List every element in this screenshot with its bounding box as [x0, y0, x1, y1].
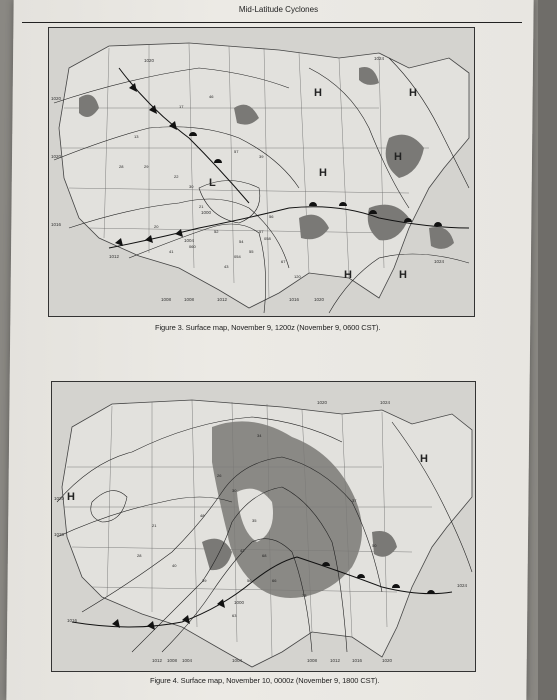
high-pressure-center: H	[394, 151, 402, 163]
isobar-label: 1008	[307, 658, 318, 663]
isobar-label: 1020	[144, 58, 155, 63]
station-value: 40	[172, 563, 177, 568]
isobar-label: 1012	[217, 297, 228, 302]
station-value: 39	[202, 578, 207, 583]
high-pressure-center: H	[420, 453, 428, 465]
station-value: 34	[257, 433, 262, 438]
station-value: 30	[232, 488, 237, 493]
header-rule	[22, 22, 522, 23]
station-value: 21	[152, 523, 157, 528]
isobar-label: 1024	[380, 400, 391, 405]
surface-map-figure-4	[51, 381, 476, 672]
isobar-label: 1008	[167, 658, 178, 663]
isobar-label: 1016	[67, 618, 78, 623]
high-pressure-center: H	[409, 87, 417, 99]
station-value: 50	[372, 543, 377, 548]
station-value: 054	[234, 254, 241, 259]
isobar-label: 1020	[317, 400, 328, 405]
low-pressure-center: L	[209, 177, 216, 189]
station-value: 39	[259, 154, 264, 159]
isobar-label: 1008	[161, 297, 172, 302]
surface-map-figure-3	[48, 27, 475, 317]
map-1-labels	[49, 28, 474, 316]
isobar-label: 1008	[184, 297, 195, 302]
map-2-labels	[52, 382, 475, 671]
isobar-label: 1016	[51, 222, 62, 227]
page-header: Mid-Latitude Cyclones	[238, 5, 319, 14]
isobar-label: 1016	[352, 658, 363, 663]
isobar-label: 1004	[232, 658, 243, 663]
high-pressure-center: H	[67, 491, 75, 503]
station-value: 20	[154, 224, 159, 229]
isobar-label: 1024	[434, 259, 445, 264]
isobar-label: 1000	[234, 600, 245, 605]
isobar-label: 1020	[54, 496, 65, 501]
station-value: 17	[179, 104, 184, 109]
isobar-label: 1016	[289, 297, 300, 302]
high-pressure-center: H	[319, 167, 327, 179]
station-value: 29	[144, 164, 149, 169]
station-value: 57	[234, 149, 239, 154]
station-value: 28	[137, 553, 142, 558]
station-value: 54	[239, 239, 244, 244]
station-value: 52	[214, 229, 219, 234]
isobar-label: 1012	[330, 658, 341, 663]
station-value: 46	[209, 94, 214, 99]
figure-3-caption: Figure 3. Surface map, November 9, 1200z (November 9, 0600 CST).	[155, 323, 381, 332]
station-value: 63	[232, 613, 237, 618]
station-value: 56	[247, 578, 252, 583]
figure-4-caption: Figure 4. Surface map, November 10, 0000z (November 9, 1800 CST).	[150, 676, 380, 685]
isobar-label: 1012	[109, 254, 120, 259]
station-value: 35	[252, 518, 257, 523]
station-value: 30	[189, 184, 194, 189]
station-value: 37	[352, 498, 357, 503]
station-value: 73	[302, 593, 307, 598]
isobar-label: 1024	[374, 56, 385, 61]
station-value: 120	[294, 274, 301, 279]
isobar-label: 1020	[54, 532, 65, 537]
station-value: 68	[262, 553, 267, 558]
isobar-label: 1020	[51, 154, 62, 159]
isobar-label: 1000	[201, 210, 212, 215]
station-value: 42	[240, 548, 245, 553]
isobar-label: 1012	[152, 658, 163, 663]
isobar-label: 1020	[314, 297, 325, 302]
isobar-label: 1024	[457, 583, 468, 588]
station-value: 22	[174, 174, 179, 179]
station-value: 48	[200, 513, 205, 518]
isobar-label: 1020	[51, 96, 62, 101]
station-value: 43	[224, 264, 229, 269]
station-value: 41	[169, 249, 174, 254]
isobar-label: 1004	[184, 238, 195, 243]
station-value: 57	[259, 229, 264, 234]
station-value: 058	[264, 236, 271, 241]
station-value: 66	[272, 578, 277, 583]
station-value: 21	[199, 204, 204, 209]
station-value: 13	[134, 134, 139, 139]
high-pressure-center: H	[344, 269, 352, 281]
station-value: 56	[269, 214, 274, 219]
station-value: 67	[281, 259, 286, 264]
page-edge-shadow	[538, 0, 557, 700]
station-value: 060	[189, 244, 196, 249]
isobar-label: 1020	[382, 658, 393, 663]
isobar-label: 1004	[182, 658, 193, 663]
station-value: 28	[119, 164, 124, 169]
high-pressure-center: H	[399, 269, 407, 281]
station-value: 55	[249, 249, 254, 254]
station-value: 26	[217, 473, 222, 478]
high-pressure-center: H	[314, 87, 322, 99]
